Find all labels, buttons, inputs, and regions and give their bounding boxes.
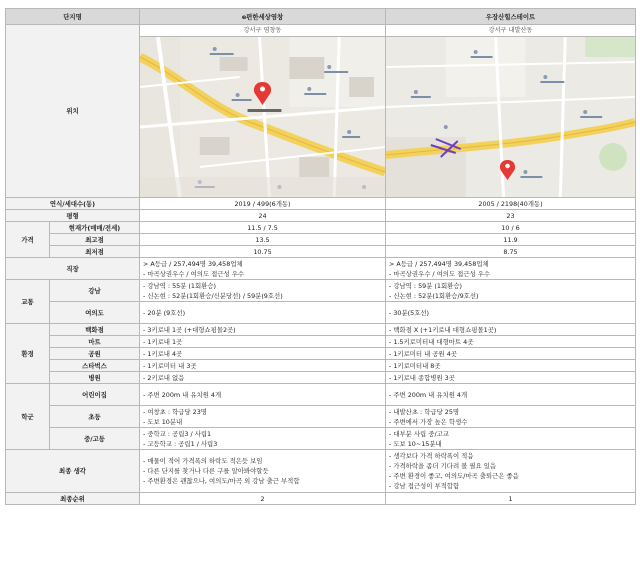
job-value-2 xyxy=(386,258,636,280)
rank-value-1: 2 xyxy=(140,493,386,505)
elementary-label: 초등 xyxy=(50,406,140,428)
job-value-1 xyxy=(140,258,386,280)
price-current-label: 현재가(매매/전세) xyxy=(50,222,140,234)
env-park-row xyxy=(6,348,636,360)
job-2-line-2: - 마곡상권우수 / 여의도 접근성 우수 xyxy=(389,269,491,278)
elementary-value-2 xyxy=(386,406,636,428)
pyeong-value-1: 24 xyxy=(140,210,386,222)
starbucks-label: 스타벅스 xyxy=(50,360,140,372)
mart-label: 마트 xyxy=(50,336,140,348)
map-right[interactable] xyxy=(386,37,635,197)
school-daycare-row xyxy=(6,384,636,406)
thoughts-2-line-2: - 가격하락을 좀더 기다려 볼 필요 있음 xyxy=(389,462,497,470)
rank-value-2: 1 xyxy=(386,493,636,505)
mart-value-2: - 1.5키로미터내 대형마트 4곳 xyxy=(386,336,636,348)
district-right: 강서구 내발산동 xyxy=(386,25,636,37)
year-value-2: 2005 / 2198(40개동) xyxy=(386,198,636,210)
middle-high-value-2 xyxy=(386,428,636,450)
price-group-label: 가격 xyxy=(6,222,50,258)
price-high-2: 11.9 xyxy=(386,234,636,246)
middle-high-label: 중/고등 xyxy=(50,428,140,450)
thoughts-2-line-1: - 생각보다 가격 하락폭이 적음 xyxy=(389,452,474,460)
env-mart-row xyxy=(6,336,636,348)
job-1-line-1: > A등급 / 257,494명 39,458업체 xyxy=(143,259,243,268)
elementary-value-1 xyxy=(140,406,386,428)
env-hospital-row xyxy=(6,372,636,384)
gangnam-1-line-1: - 강남역 : 55분 (1회환승) xyxy=(143,281,216,290)
rank-row xyxy=(6,493,636,505)
daycare-value-1: - 주변 200m 내 유치원 4개 xyxy=(140,384,386,406)
map-left[interactable] xyxy=(140,37,385,197)
price-low-label: 최저점 xyxy=(50,246,140,258)
middle-high-1-line-1: - 중학교 : 공립3 / 사립1 xyxy=(143,429,212,438)
elementary-2-line-1: - 내발산초 : 학급당 25명 xyxy=(389,407,460,416)
header-label: 단지명 xyxy=(6,9,140,25)
gangnam-value-2 xyxy=(386,280,636,302)
year-value-1: 2019 / 499(6개동) xyxy=(140,198,386,210)
thoughts-1-line-2: - 다른 단지를 찾거나 다른 구를 알아봐야할듯 xyxy=(143,467,269,475)
middle-high-1-line-2: - 고등학교 : 공립1 / 사립3 xyxy=(143,439,218,448)
starbucks-value-1: - 1키로미터 내 3곳 xyxy=(140,360,386,372)
job-row xyxy=(6,258,636,280)
middle-high-2-line-2: - 도보 10~15분내 xyxy=(389,439,442,448)
park-value-1: - 1키로내 4곳 xyxy=(140,348,386,360)
dept-value-1: - 3키로내 1곳 (+대형쇼핑몰2곳) xyxy=(140,324,386,336)
location-label: 위치 xyxy=(6,25,140,198)
dept-value-2: - 백화점 X (+1키로내 대형쇼핑몰1곳) xyxy=(386,324,636,336)
transport-gangnam-row xyxy=(6,280,636,302)
header-row xyxy=(6,9,636,25)
yeouido-label: 여의도 xyxy=(50,302,140,324)
pyeong-row xyxy=(6,210,636,222)
hospital-value-1: - 2키로내 없음 xyxy=(140,372,386,384)
daycare-label: 어린이집 xyxy=(50,384,140,406)
price-high-label: 최고점 xyxy=(50,234,140,246)
school-middle-high-row xyxy=(6,428,636,450)
env-starbucks-row xyxy=(6,360,636,372)
env-dept-row xyxy=(6,324,636,336)
price-current-2: 10 / 6 xyxy=(386,222,636,234)
comparison-sheet xyxy=(5,8,635,505)
hospital-label: 병원 xyxy=(50,372,140,384)
job-label: 직장 xyxy=(6,258,140,280)
district-left: 강서구 염창동 xyxy=(140,25,386,37)
pyeong-value-2: 23 xyxy=(386,210,636,222)
gangnam-2-line-2: - 신논현 : 52분(1회환승/9호선) xyxy=(389,291,479,300)
thoughts-value-1 xyxy=(140,450,386,493)
middle-high-value-1 xyxy=(140,428,386,450)
yeouido-value-1: - 20분 (9호선) xyxy=(140,302,386,324)
transport-group-label: 교통 xyxy=(6,280,50,324)
price-low-1: 10.75 xyxy=(140,246,386,258)
park-label: 공원 xyxy=(50,348,140,360)
hospital-value-2: - 1키로내 종합병원 3곳 xyxy=(386,372,636,384)
gangnam-1-line-2: - 신논현 : 52분(1회환승/신분당선) / 59분(9호선) xyxy=(143,291,283,300)
park-value-2: - 1키로미터 내 공원 4곳 xyxy=(386,348,636,360)
elementary-1-line-1: - 여창초 : 학급당 23명 xyxy=(143,407,207,416)
thoughts-row xyxy=(6,450,636,493)
school-group-label: 학군 xyxy=(6,384,50,450)
env-group-label: 환경 xyxy=(6,324,50,384)
year-label: 연식/세대수(동) xyxy=(6,198,140,210)
map-left-cell xyxy=(140,37,386,198)
starbucks-value-2: - 1키로미터내 8곳 xyxy=(386,360,636,372)
thoughts-2-line-3: - 주변 환경이 좋고, 여의도/마곡 출퇴근은 좋음 xyxy=(389,472,519,480)
thoughts-1-line-1: - 매물이 적어 가격폭의 하락도 적은듯 보임 xyxy=(143,457,263,465)
school-elementary-row xyxy=(6,406,636,428)
price-high-row xyxy=(6,234,636,246)
header-complex-1: e편한세상염창 xyxy=(140,9,386,25)
thoughts-label: 최종 생각 xyxy=(6,450,140,493)
comparison-table xyxy=(5,8,636,505)
price-low-row xyxy=(6,246,636,258)
dept-label: 백화점 xyxy=(50,324,140,336)
rank-label: 최종순위 xyxy=(6,493,140,505)
mart-value-1: - 1키로내 1곳 xyxy=(140,336,386,348)
district-row xyxy=(6,25,636,37)
price-high-1: 13.5 xyxy=(140,234,386,246)
middle-high-2-line-1: - 대부분 사립 중/고교 xyxy=(389,429,449,438)
transport-yeouido-row xyxy=(6,302,636,324)
year-row xyxy=(6,198,636,210)
gangnam-label: 강남 xyxy=(50,280,140,302)
thoughts-2-line-4: - 강남 접근성이 부적합함 xyxy=(389,482,460,490)
gangnam-value-1 xyxy=(140,280,386,302)
pyeong-label: 평형 xyxy=(6,210,140,222)
header-complex-2: 우장산힐스테이트 xyxy=(386,9,636,25)
thoughts-1-line-3: - 주변환경은 괜찮으나, 여의도/마곡 외 강남 출근 부적합 xyxy=(143,477,300,485)
thoughts-value-2 xyxy=(386,450,636,493)
price-current-1: 11.5 / 7.5 xyxy=(140,222,386,234)
job-2-line-1: > A등급 / 257,494명 39,458업체 xyxy=(389,259,489,268)
price-current-row xyxy=(6,222,636,234)
yeouido-value-2: - 30분(5호선) xyxy=(386,302,636,324)
map-right-cell xyxy=(386,37,636,198)
elementary-1-line-2: - 도보 10분내 xyxy=(143,417,183,426)
price-low-2: 8.75 xyxy=(386,246,636,258)
gangnam-2-line-1: - 강남역 : 59분 (1회환승) xyxy=(389,281,462,290)
job-1-line-2: - 마곡상권우수 / 여의도 접근성 우수 xyxy=(143,269,245,278)
daycare-value-2: - 주변 200m 내 유치원 4개 xyxy=(386,384,636,406)
elementary-2-line-2: - 주변에서 가장 높은 학생수 xyxy=(389,417,468,426)
